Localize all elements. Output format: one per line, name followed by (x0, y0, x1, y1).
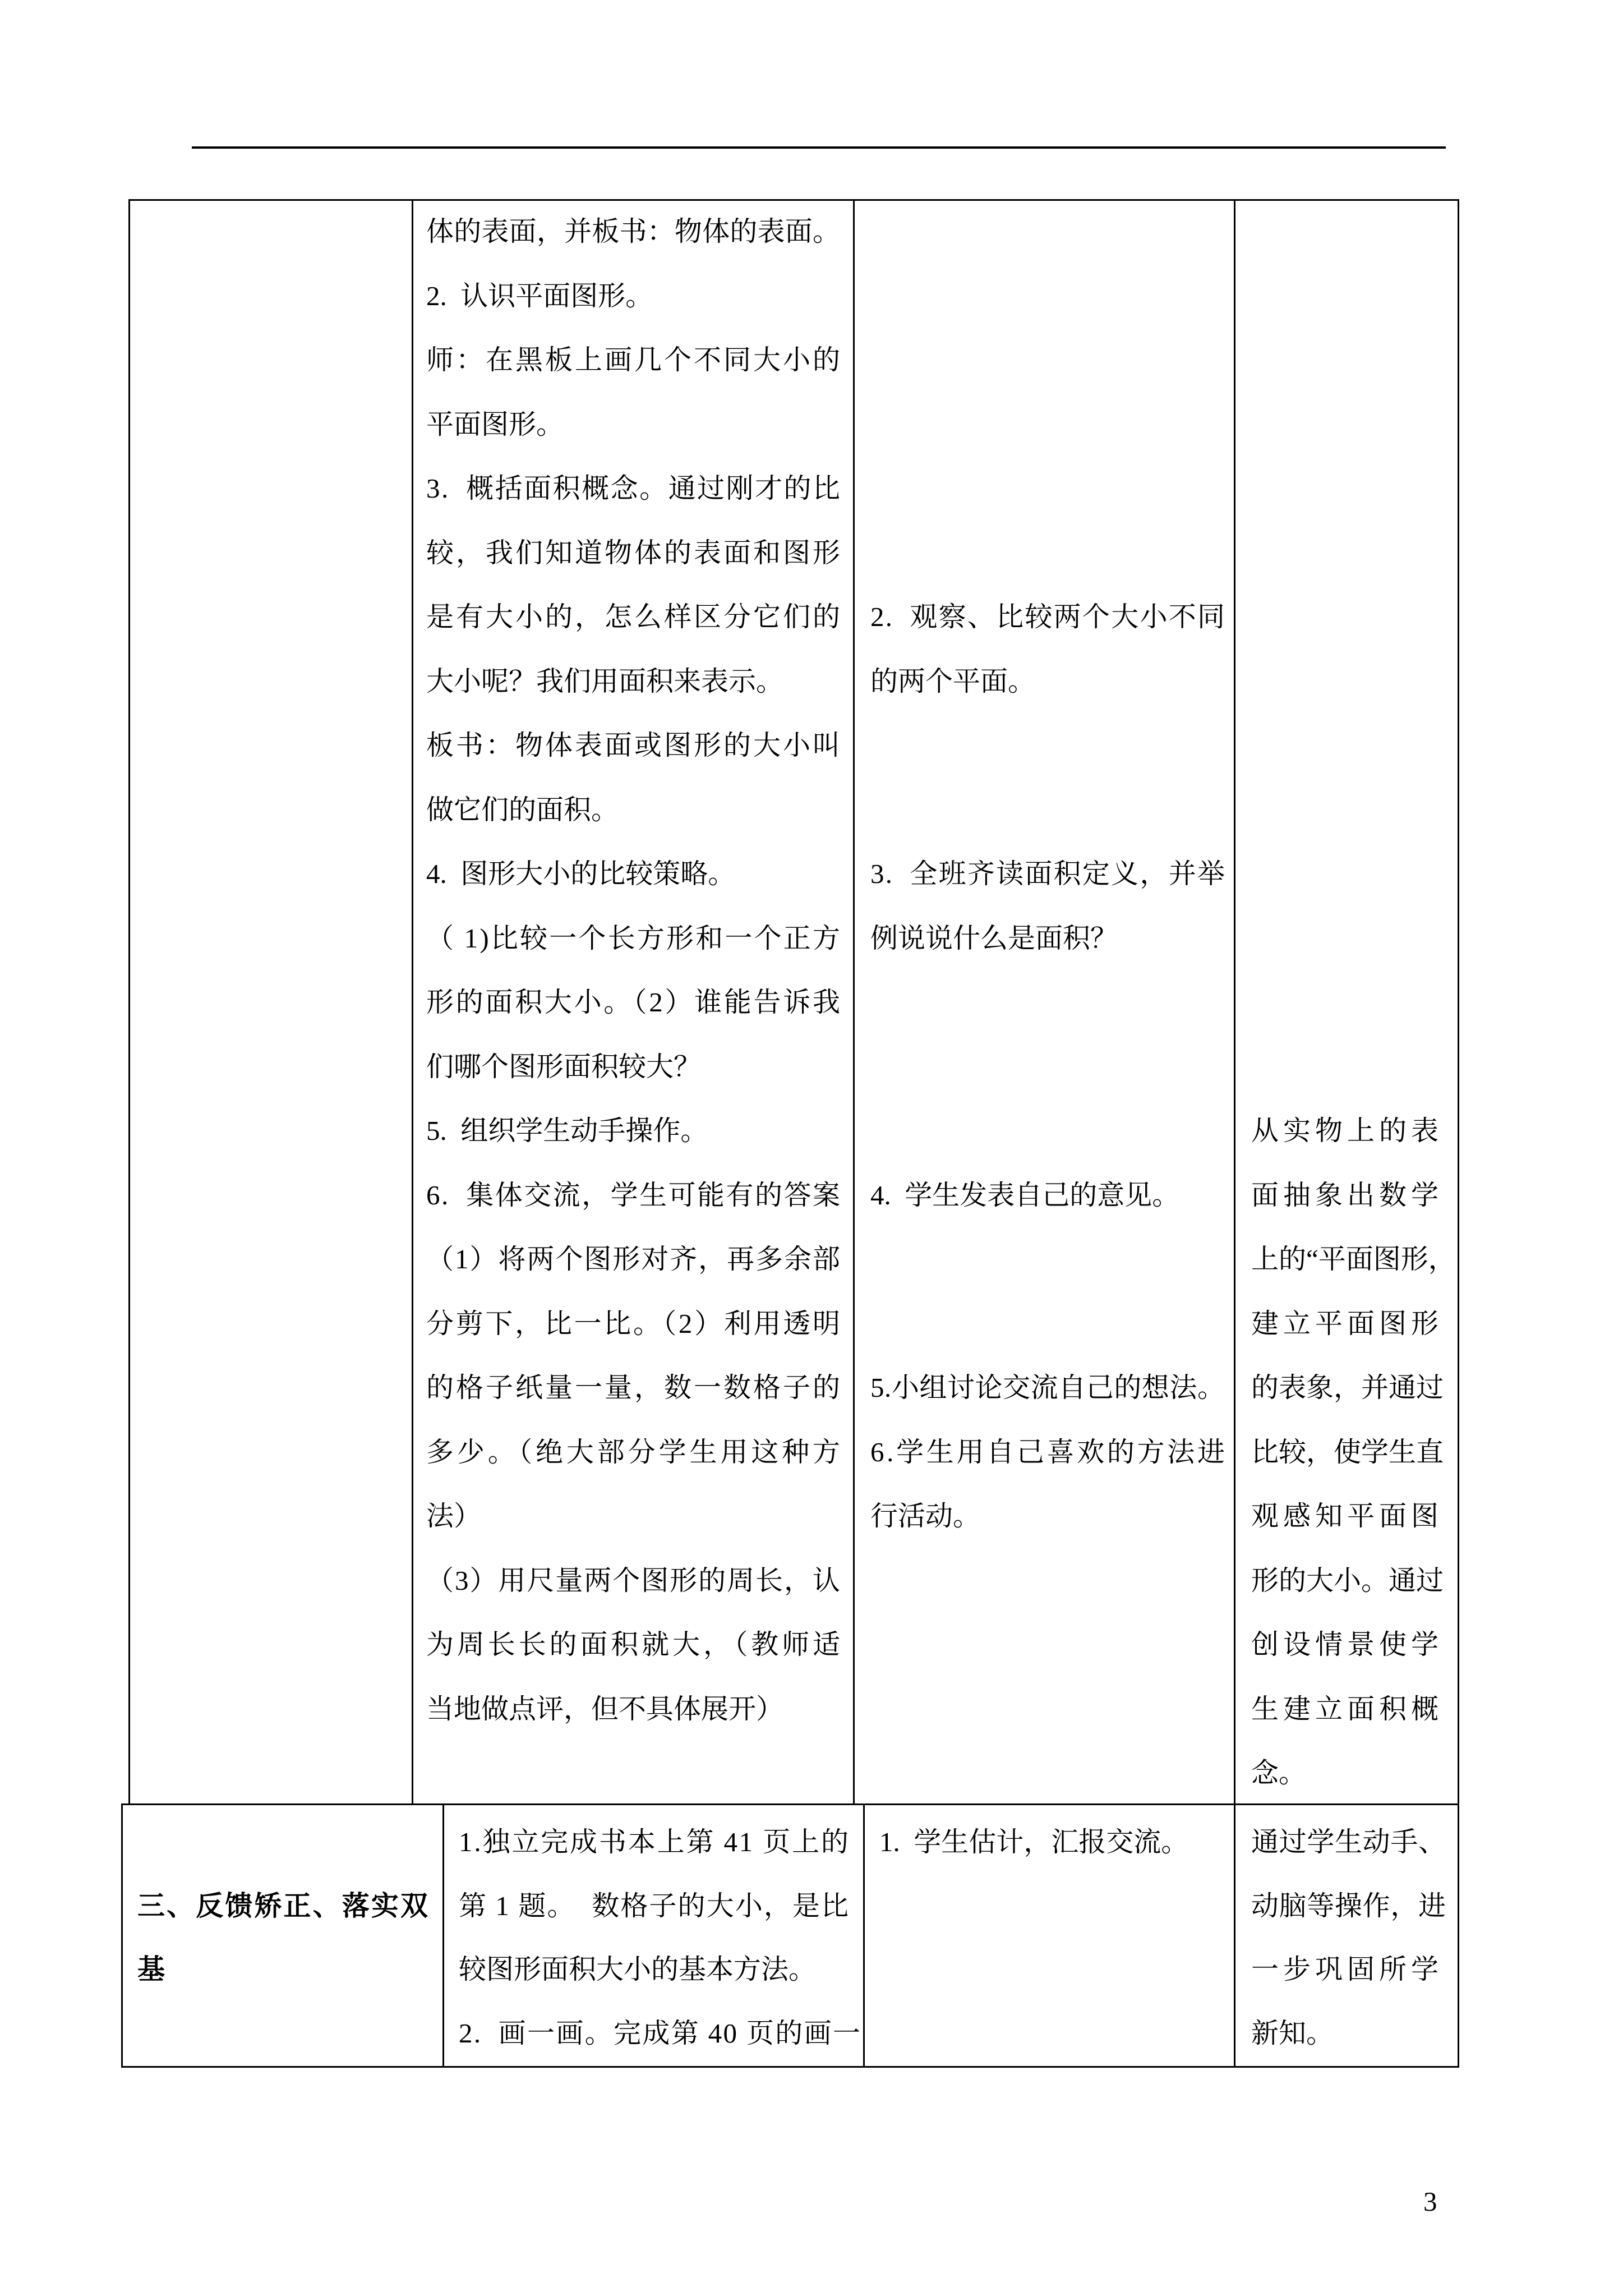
text-line: 师：在黑板上画几个不同大小的 (426, 344, 842, 375)
text-line: 的表象，并通过 (1251, 1372, 1444, 1403)
text-line: 3. 概括面积概念。通过刚才的比 (426, 473, 842, 504)
page-number: 3 (1423, 2186, 1437, 2217)
text-line: 行活动。 (870, 1501, 981, 1531)
text-line: 4. 学生发表自己的意见。 (870, 1179, 1180, 1211)
text-line: 创设情景使学 (1251, 1629, 1443, 1660)
table-cell (1234, 199, 1459, 1803)
table-cell (128, 199, 412, 1803)
text-line: 大小呢？我们用面积来表示。 (426, 665, 784, 697)
text-line: 的两个平面。 (870, 665, 1036, 697)
text-line: 念。 (1251, 1757, 1307, 1788)
text-line: 当地做点评，但不具体展开） (426, 1693, 784, 1724)
text-line: 形的大小。通过 (1251, 1565, 1444, 1596)
text-line: 建立平面图形 (1251, 1308, 1443, 1339)
text-line: 5.小组讨论交流自己的想法。 (870, 1372, 1225, 1403)
text-line: 平面图形。 (426, 408, 564, 440)
text-line: 1. 学生估计，汇报交流。 (879, 1826, 1189, 1857)
text-line: 新知。 (1251, 2018, 1334, 2049)
text-line: 法） (426, 1501, 482, 1531)
text-line: 体的表面，并板书：物体的表面。 (426, 216, 841, 247)
text-line: 3. 全班齐读面积定义，并举 (870, 858, 1227, 889)
text-line: 动脑等操作，进 (1251, 1890, 1446, 1921)
text-line: 较图形面积大小的基本方法。 (459, 1954, 817, 1985)
table-cell (853, 199, 1234, 1803)
header-rule (192, 146, 1446, 149)
text-line: 6.学生用自己喜欢的方法进 (870, 1436, 1228, 1467)
text-line: 生建立面积概 (1251, 1693, 1443, 1724)
text-line: 分剪下，比一比。（2）利用透明 (426, 1308, 842, 1339)
text-line: 1.独立完成书本上第 41 页上的 (459, 1826, 850, 1857)
text-line: 一步巩固所学 (1251, 1954, 1443, 1985)
text-line: （3）用尺量两个图形的周长，认 (426, 1565, 841, 1596)
text-line: 的格子纸量一量，数一数格子的 (426, 1372, 842, 1403)
section-heading-line: 三、反馈矫正、落实双 (137, 1890, 430, 1921)
text-line: 做它们的面积。 (426, 794, 619, 825)
text-line: 第 1 题。 数格子的大小，是比 (459, 1890, 850, 1921)
text-line: 是有大小的，怎么样区分它们的 (426, 601, 842, 632)
text-line: 通过学生动手、 (1251, 1826, 1446, 1857)
text-line: 为周长长的面积就大，（教师适 (426, 1629, 843, 1660)
text-line: 2. 认识平面图形。 (426, 280, 653, 311)
table-cell (863, 1803, 1234, 2068)
text-line: 较，我们知道物体的表面和图形 (426, 537, 842, 568)
text-line: 多少。（绝大部分学生用这种方 (426, 1436, 843, 1467)
table-cell (121, 1803, 442, 2068)
text-line: 形的面积大小。（2）谁能告诉我 (426, 987, 842, 1018)
text-line: （ 1)比较一个长方形和一个正方 (426, 922, 842, 954)
text-line: 观感知平面图 (1251, 1501, 1443, 1531)
text-line: 们哪个图形面积较大？ (426, 1051, 702, 1082)
text-line: 上的“平面图形， (1251, 1244, 1456, 1274)
text-line: 6. 集体交流，学生可能有的答案 (426, 1179, 842, 1211)
section-heading-line: 基 (137, 1954, 165, 1985)
text-line: 从实物上的表 (1251, 1115, 1443, 1146)
text-line: 4. 图形大小的比较策略。 (426, 858, 736, 889)
text-line: 面抽象出数学 (1251, 1179, 1443, 1211)
text-line: 比较，使学生直 (1251, 1436, 1444, 1467)
text-line: 例说说什么是面积？ (870, 922, 1118, 954)
text-line: 5. 组织学生动手操作。 (426, 1115, 708, 1146)
table-cell (1234, 1803, 1459, 2068)
text-line: 2. 观察、比较两个大小不同 (870, 601, 1227, 632)
table-cell (442, 1803, 863, 2068)
text-line: 板书：物体表面或图形的大小叫 (426, 730, 842, 761)
table-cell (412, 199, 853, 1803)
text-line: 2. 画一画。完成第 40 页的画一 (459, 2018, 862, 2049)
text-line: （1）将两个图形对齐，再多余部 (426, 1244, 841, 1274)
